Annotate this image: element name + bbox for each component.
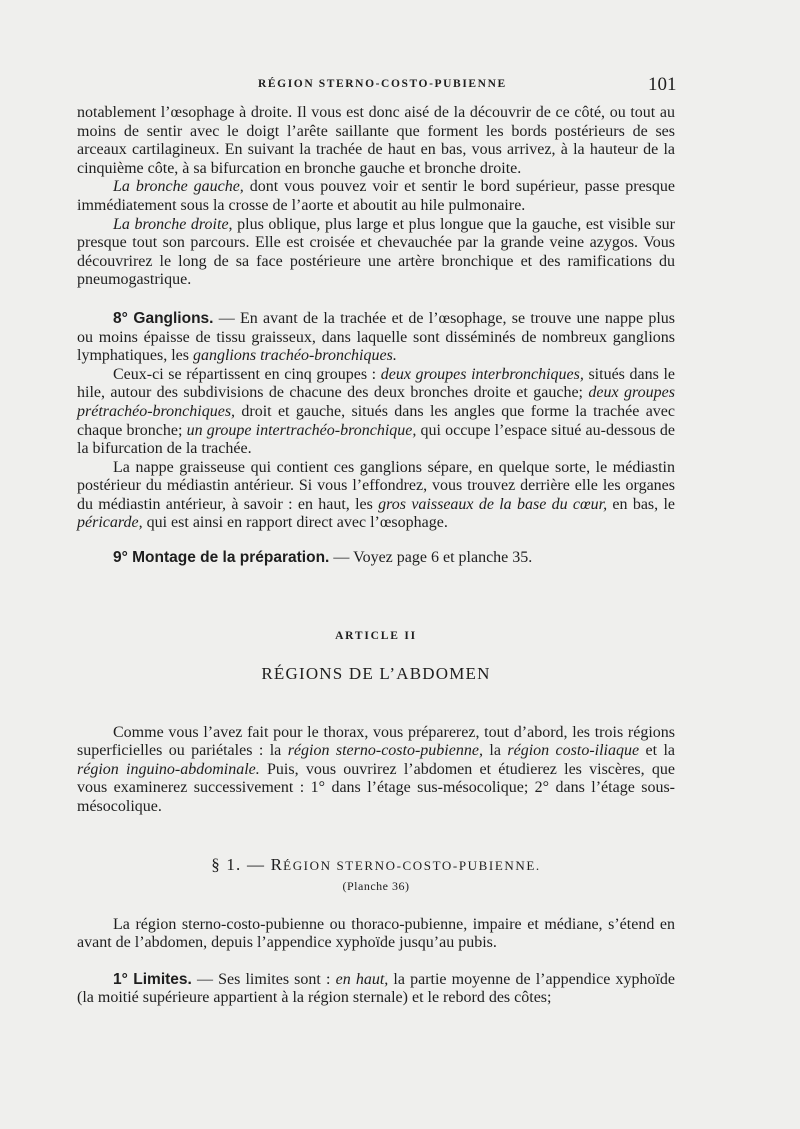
paragraph-text: La nappe graisseuse qui contient ces ganglions sépare, en quelque sorte, le médiastin postérieur du médiastin antérieur. Si vous l’effondrez, vous trouvez derrière elle les organes du médiastin antérieur, à savoir : en haut, les xyxy=(77,458,675,513)
paragraph-text: notablement l’œsophage à droite. Il vous est donc aisé de la découvrir de ce côté, ou tout au moins de sentir avec le doigt l’arête saillante que forment les bords postérieurs de ses arceaux cartilagineux. En suivant la trachée de haut en bas, vous arrivez, à la hauteur de la cinquième côte, à sa bifurcation en bronche gauche et bronche droite. xyxy=(77,104,675,177)
page-number: 101 xyxy=(648,74,677,95)
plate-reference: (Planche 36) xyxy=(342,878,410,893)
italic-term: région costo-iliaque xyxy=(507,742,640,760)
section-heading: 8° Ganglions. xyxy=(113,309,214,327)
italic-term: La bronche droite, xyxy=(113,215,233,233)
section-number: § 1. — R xyxy=(211,854,284,874)
italic-term: un groupe intertrachéo-bronchique, xyxy=(186,421,417,439)
paragraph-text: qui est ainsi en rapport direct avec l’œsophage. xyxy=(142,514,448,532)
section-1-heading xyxy=(77,855,675,875)
paragraph-text: et la xyxy=(639,742,676,760)
paragraph-text: dont vous pouvez voir et sentir le bord supérieur, passe presque immédiatement sous la crosse de l’aorte et aboutit au hile pulmonaire. xyxy=(77,178,676,214)
section-heading: 9° Montage de la préparation. xyxy=(113,549,330,567)
italic-term: La bronche gauche, xyxy=(113,178,244,196)
paragraph-text: Puis, vous ouvrirez l’abdomen et étudierez les viscères, que vous examinerez successivement : 1° dans l’étage sus-mésocolique; 2° dans l’étage sous-mésocolique. xyxy=(77,760,675,816)
paragraph-text: — En avant de la trachée et de l’œsophage, se trouve une nappe plus ou moins épaisse de tissu graisseux, dans laquelle sont disséminés de nombreux ganglions lymphatiques, les xyxy=(77,309,675,365)
paragraph-text: situés dans le hile, autour des subdivisions de chacune des deux bronches droite et gauche; xyxy=(77,365,675,402)
paragraph-text: plus oblique, plus large et plus longue que la gauche, est visible sur presque tout son parcours. Elle est croisée et chevauchée par la grande veine azygos. Vous découvrirez le long de sa face postérieure une artère bronchique et des ramifications du pneumogastrique. xyxy=(77,215,675,289)
section-heading: 1° Limites. xyxy=(113,970,192,988)
paragraph-text: qui occupe l’espace situé au-dessous de la bifurcation de la trachée. xyxy=(77,421,676,458)
section-1-limits xyxy=(77,971,675,1008)
paragraph-abdomen-intro xyxy=(77,724,675,817)
paragraph-text: droit et gauche, situés dans les angles que forme la trachée avec chaque bronche; xyxy=(77,402,675,439)
paragraph-text: la partie moyenne de l’appendice xyphoïde (la moitié supérieure appartient à la région sternale) et le rebord des côtes; xyxy=(77,970,676,1007)
paragraph-fatty-layer xyxy=(77,459,675,533)
article-label: ARTICLE II xyxy=(335,629,417,642)
paragraph-text: — Voyez page 6 et planche 35. xyxy=(329,549,533,567)
italic-term: région sterno-costo-pubienne, xyxy=(287,742,483,760)
paragraph-ganglion-groups xyxy=(77,366,675,459)
paragraph-region-definition xyxy=(77,916,675,953)
paragraph-text: Comme vous l’avez fait pour le thorax, vous préparerez, tout d’abord, les trois régions superficielles ou pariétales : la xyxy=(77,723,675,760)
paragraph-text: La région sterno-costo-pubienne ou thoraco-pubienne, impaire et médiane, s’étend en avant de l’abdomen, depuis l’appendice xyphoïde jusqu’au pubis. xyxy=(77,915,675,952)
paragraph-right-bronchus xyxy=(77,216,675,290)
paragraph-text: — Ses limites sont : xyxy=(191,970,336,988)
section-title-first: ÉGION xyxy=(283,857,332,873)
italic-term: en haut, xyxy=(335,970,389,988)
paragraph-text: la xyxy=(482,742,508,760)
italic-term: deux groupes interbronchiques, xyxy=(380,365,584,383)
italic-term: ganglions trachéo-bronchiques. xyxy=(192,347,397,365)
paragraph-text: en bas, le xyxy=(607,495,675,513)
running-title: RÉGION STERNO-COSTO-PUBIENNE xyxy=(258,78,507,90)
italic-term: gros vaisseaux de la base du cœur, xyxy=(378,495,608,513)
paragraph-text: Ceux-ci se répartissent en cinq groupes : xyxy=(113,365,381,383)
section-8-ganglions xyxy=(77,310,675,366)
section-9-montage xyxy=(77,549,675,568)
page-body xyxy=(77,104,675,1008)
paragraph-trachea-continuation xyxy=(77,104,675,178)
italic-term: région inguino-abdominale. xyxy=(77,760,260,778)
article-title: RÉGIONS DE L’ABDOMEN xyxy=(261,663,491,683)
italic-term: deux groupes prétrachéo-bronchiques, xyxy=(77,384,675,420)
section-title-rest: STERNO-COSTO-PUBIENNE. xyxy=(331,857,541,873)
italic-term: péricarde, xyxy=(77,514,143,532)
page-header xyxy=(0,74,800,100)
paragraph-left-bronchus xyxy=(77,178,675,215)
